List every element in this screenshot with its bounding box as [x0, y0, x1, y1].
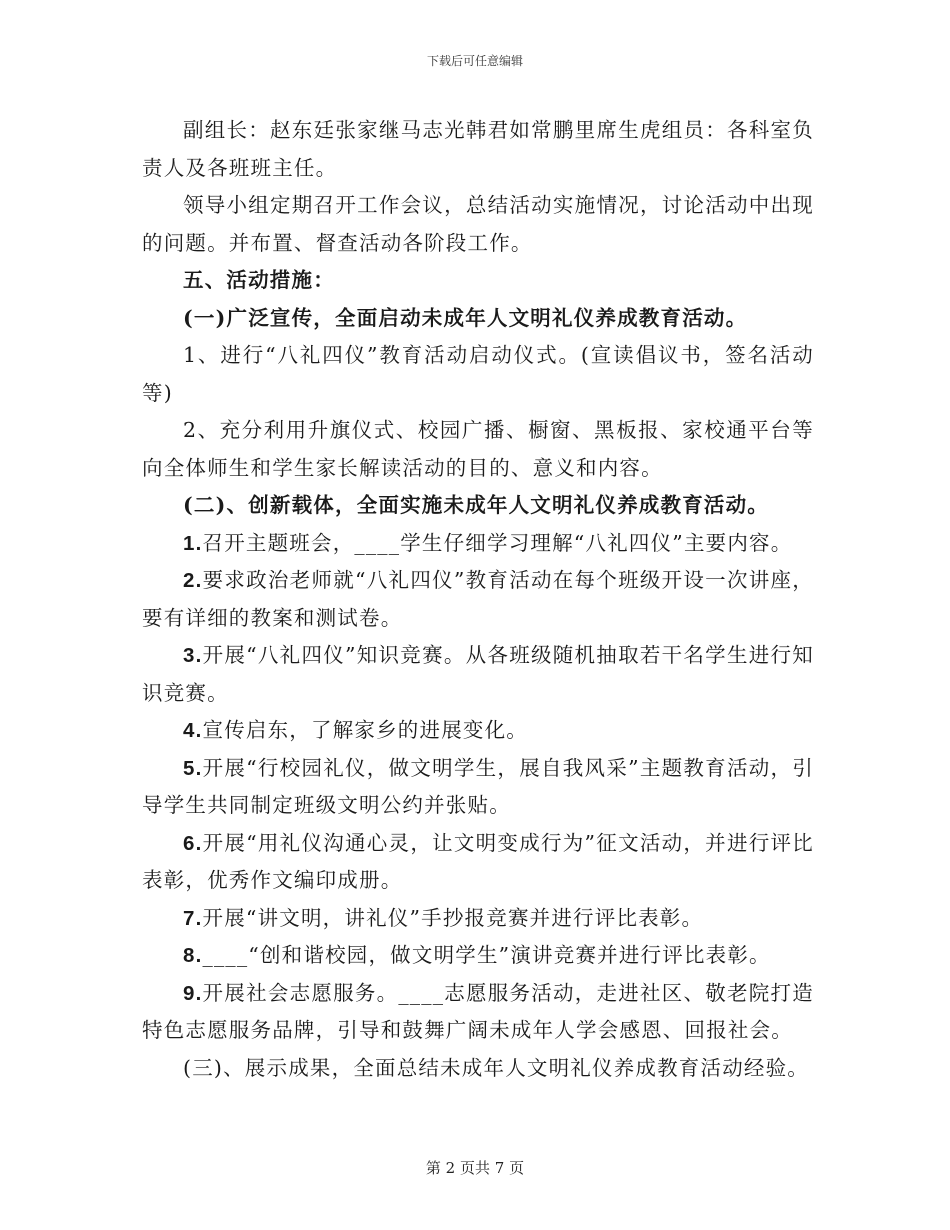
document-body — [142, 112, 814, 1087]
item-text: 要求政治老师就“八礼四仪”教育活动在每个班级开设一次讲座，要有详细的教案和测试卷。 — [142, 568, 814, 630]
item-number: 3. — [183, 644, 203, 667]
page-header: 下载后可任意编辑 — [426, 54, 523, 68]
list-item-2-2 — [142, 562, 814, 637]
item-number: 7. — [183, 906, 203, 930]
list-item-2-7 — [142, 900, 814, 938]
item-text: 开展“八礼四仪”知识竞赛。从各班级随机抽取若干名学生进行知识竞赛。 — [142, 643, 814, 705]
item-number: 9. — [183, 981, 203, 1005]
list-item-1-2: 2、充分利用升旗仪式、校园广播、橱窗、黑板报、家校通平台等向全体师生和学生家长解读活动的目的、意义和内容。 — [142, 418, 814, 480]
list-item-2-3 — [142, 637, 814, 712]
list-item-2-5 — [142, 750, 814, 825]
item-text: 开展“用礼仪沟通心灵，让文明变成行为”征文活动，并进行评比表彰，优秀作文编印成册。 — [142, 830, 814, 892]
page-footer: 第 2 页共 7 页 — [425, 1159, 525, 1177]
subsection-heading-3: (三)、展示成果，全面总结未成年人文明礼仪养成教育活动经验。 — [183, 1055, 809, 1080]
section-heading-measures: 五、活动措施： — [183, 268, 335, 292]
list-item-1-1: 1、进行“八礼四仪”教育活动启动仪式。(宣读倡议书，签名活动等) — [142, 343, 814, 405]
paragraph-vice-leaders: 副组长：赵东廷张家继马志光韩君如常鹏里席生虎组员：各科室负责人及各班班主任。 — [142, 118, 814, 180]
item-number: 2. — [183, 569, 203, 592]
list-item-2-6 — [142, 825, 814, 900]
list-item-2-8 — [142, 937, 814, 975]
paragraph-meetings: 领导小组定期召开工作会议，总结活动实施情况，讨论活动中出现的问题。并布置、督查活动各阶段工作。 — [142, 193, 814, 255]
list-item-2-4 — [142, 712, 814, 750]
item-number: 4. — [183, 719, 203, 742]
item-number: 6. — [183, 831, 203, 855]
item-text: 宣传启东，了解家乡的进展变化。 — [202, 718, 528, 742]
item-text: 召开主题班会，____学生仔细学习理解“八礼四仪”主要内容。 — [202, 530, 793, 555]
item-number: 1. — [183, 531, 203, 555]
subsection-heading-1: (一)广泛宣传，全面启动未成年人文明礼仪养成教育活动。 — [183, 305, 748, 330]
item-text: ____“创和谐校园，做文明学生”演讲竞赛并进行评比表彰。 — [202, 943, 771, 967]
list-item-2-1 — [142, 525, 814, 563]
item-text: 开展“讲文明，讲礼仪”手抄报竞赛并进行评比表彰。 — [202, 905, 704, 930]
item-number: 8. — [183, 944, 203, 967]
subsection-heading-2: (二)、创新载体，全面实施未成年人文明礼仪养成教育活动。 — [183, 493, 769, 517]
item-number: 5. — [183, 756, 203, 780]
item-text: 开展社会志愿服务。____志愿服务活动，走进社区、敬老院打造特色志愿服务品牌，引导和鼓舞广阔未成年人学会感恩、回报社会。 — [142, 980, 814, 1042]
list-item-2-9 — [142, 975, 814, 1050]
item-text: 开展“行校园礼仪，做文明学生，展自我风采”主题教育活动，引导学生共同制定班级文明公约并张贴。 — [142, 755, 814, 817]
